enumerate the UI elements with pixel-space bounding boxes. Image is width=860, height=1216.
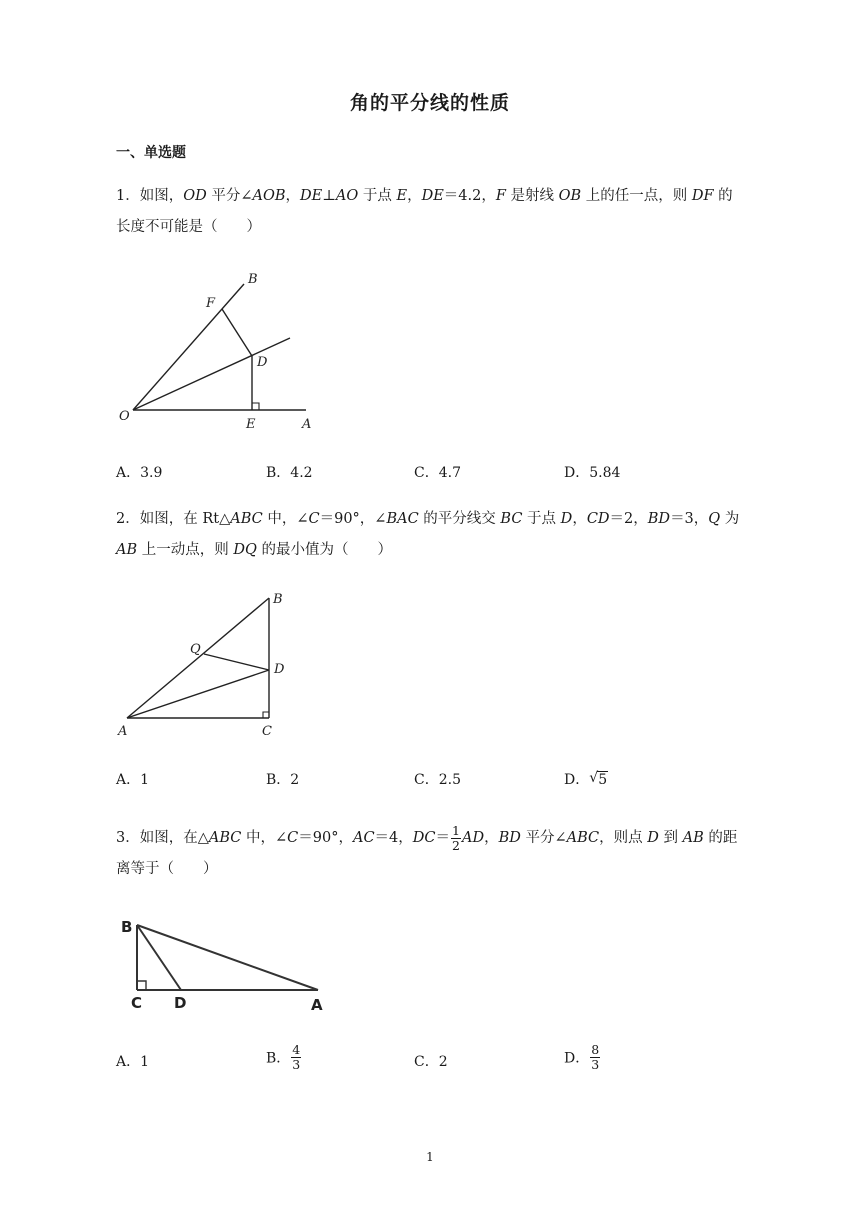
right-angle-mark [252,403,259,410]
q2-seg: 的平分线交 [418,511,501,527]
option-value: 1 [140,1054,150,1070]
q2-seg: 的最小值为（ ） [256,542,392,558]
q3-seg: ABC [208,830,242,846]
page-title: 角的平分线的性质 [349,92,510,114]
label-o: O [119,409,130,424]
fraction [291,1043,301,1072]
q3-seg: 的距离等于（ ） [116,830,738,877]
option-value: 1 [140,772,150,788]
label-d: D [274,662,285,677]
segment-bd [137,925,181,990]
q2-seg: ＝90°，∠ [319,511,387,527]
option-value: 2 [290,772,300,788]
segment-fd [222,309,252,356]
q2-seg: 于点 [522,511,561,527]
fraction-one-half [451,824,461,853]
option-d[interactable] [564,1043,601,1072]
label-b: B [273,592,283,607]
option-letter: C． [414,1054,439,1070]
q3-seg: 平分∠ [520,830,567,846]
q3-seg: D [647,830,659,846]
q1-seg: 于点 [358,188,397,204]
segment-qd [204,654,269,670]
right-angle-mark [263,712,269,718]
q1-seg: AO [335,188,359,204]
option-value: 4.7 [438,465,461,481]
q2-seg: ＝3， [670,511,709,527]
label-b: B [121,918,133,936]
q2-seg: 为 [720,511,740,527]
q1-seg: AOB [252,188,286,204]
q3-seg: DC [412,830,436,846]
option-letter: B． [266,772,291,788]
q1-seg: 上的任一点，则 [581,188,692,204]
option-value: 4.2 [290,465,313,481]
option-letter: D． [564,772,590,788]
q2-seg: BC [500,511,523,527]
page-number: 1 [426,1150,434,1164]
q3-seg: ＝ [435,830,451,846]
q2-seg: 中，∠ [262,511,309,527]
q1-seg: DF [691,188,714,204]
q3-seg: ＝90°， [298,830,353,846]
q2-seg: DQ [233,542,257,558]
q1-seg: 1．如图， [116,188,184,204]
label-e: E [246,417,256,432]
q1-seg: DE [421,188,444,204]
option-a[interactable] [116,462,162,482]
q1-seg: E [396,188,408,204]
q3-seg: ABC [566,830,600,846]
q2-seg: 上一动点，则 [137,542,234,558]
section-heading: 一、单选题 [116,145,186,161]
q2-seg: D [560,511,573,527]
q3-seg: 3．如图，在△ [116,830,209,846]
option-b[interactable] [266,769,299,789]
ray-od [133,338,290,410]
fraction-numerator: 8 [591,1042,600,1057]
question-1-text [116,181,744,243]
option-letter: C． [414,465,439,481]
question-3-text [116,823,744,885]
question-1-options [116,462,744,486]
q1-seg: DE [300,188,323,204]
q3-seg: AB [682,830,704,846]
label-q: Q [190,642,201,657]
option-letter: D． [564,465,590,481]
q1-seg: ， [285,188,301,204]
segment-ad [127,670,269,718]
option-letter: D． [564,1050,590,1067]
option-letter: B． [266,1050,291,1067]
option-value: 2 [438,1054,448,1070]
q1-seg: OB [558,188,582,204]
q1-seg: 是射线 [505,188,559,204]
ray-ob [133,284,244,410]
q1-seg: ， [407,188,422,204]
sqrt-icon: √ [589,770,599,786]
q1-seg: 平分∠ [206,188,253,204]
option-letter: A． [116,1054,141,1070]
q3-seg: AD [461,830,485,846]
q3-seg: ， [484,830,499,846]
question-2-options [116,769,744,793]
figure-angle-bisector [110,265,340,435]
option-letter: C． [414,772,439,788]
option-value: 5.84 [589,465,621,481]
q2-seg: AB [116,542,138,558]
q1-seg: OD [183,188,207,204]
option-a[interactable] [116,769,149,789]
label-f: F [206,296,216,311]
sqrt-expression [589,772,608,788]
option-letter: B． [266,465,291,481]
fraction [590,1043,600,1072]
label-a: A [311,996,323,1014]
label-b: B [248,272,258,287]
option-c[interactable] [414,1051,448,1071]
side-ab [127,598,269,718]
fraction-denominator: 3 [591,1057,600,1072]
option-value: 2.5 [438,772,461,788]
option-c[interactable] [414,769,461,789]
q2-seg: 2．如图，在 Rt△ [116,511,231,527]
q2-seg: ＝2， [609,511,648,527]
option-b[interactable] [266,462,313,482]
q3-seg: ＝4， [374,830,413,846]
option-d[interactable] [564,462,620,482]
fraction-denominator: 2 [452,837,460,853]
figure-triangle-bcd [115,912,335,1017]
q2-seg: BAC [386,511,419,527]
q2-seg: CD [586,511,610,527]
label-c: C [262,724,272,739]
option-letter: A． [116,465,141,481]
q3-seg: ，则点 [599,830,648,846]
q2-seg: ABC [230,511,263,527]
option-c[interactable] [414,462,461,482]
label-a: A [118,724,128,739]
q3-seg: AC [352,830,375,846]
q2-seg: C [308,511,320,527]
label-c: C [131,994,143,1012]
q1-seg: F [495,188,506,204]
side-ba [137,925,318,990]
figure-right-triangle-abc [110,585,300,740]
option-d[interactable] [564,769,608,789]
question-2-text [116,504,744,566]
option-a[interactable] [116,1051,149,1071]
q2-seg: BD [647,511,671,527]
right-angle-mark [137,981,146,990]
fraction-denominator: 3 [292,1057,301,1072]
option-value: 3.9 [140,465,163,481]
option-b[interactable] [266,1043,302,1072]
label-d: D [174,994,187,1012]
q3-seg: 到 [658,830,683,846]
q3-seg: C [287,830,299,846]
q2-seg: Q [708,511,721,527]
fraction-numerator: 1 [452,822,460,838]
option-value: 5 [598,772,608,788]
q2-seg: ， [572,511,587,527]
option-letter: A． [116,772,141,788]
q3-seg: 中，∠ [241,830,288,846]
fraction-numerator: 4 [292,1042,301,1057]
q3-seg: BD [498,830,521,846]
q1-seg: 的长度不可能是（ ） [116,188,733,235]
label-d: D [257,355,268,370]
question-3-options [116,1043,744,1079]
q1-seg: ＝4.2， [443,188,496,204]
q1-seg: ⊥ [322,188,336,204]
label-a: A [302,417,312,432]
